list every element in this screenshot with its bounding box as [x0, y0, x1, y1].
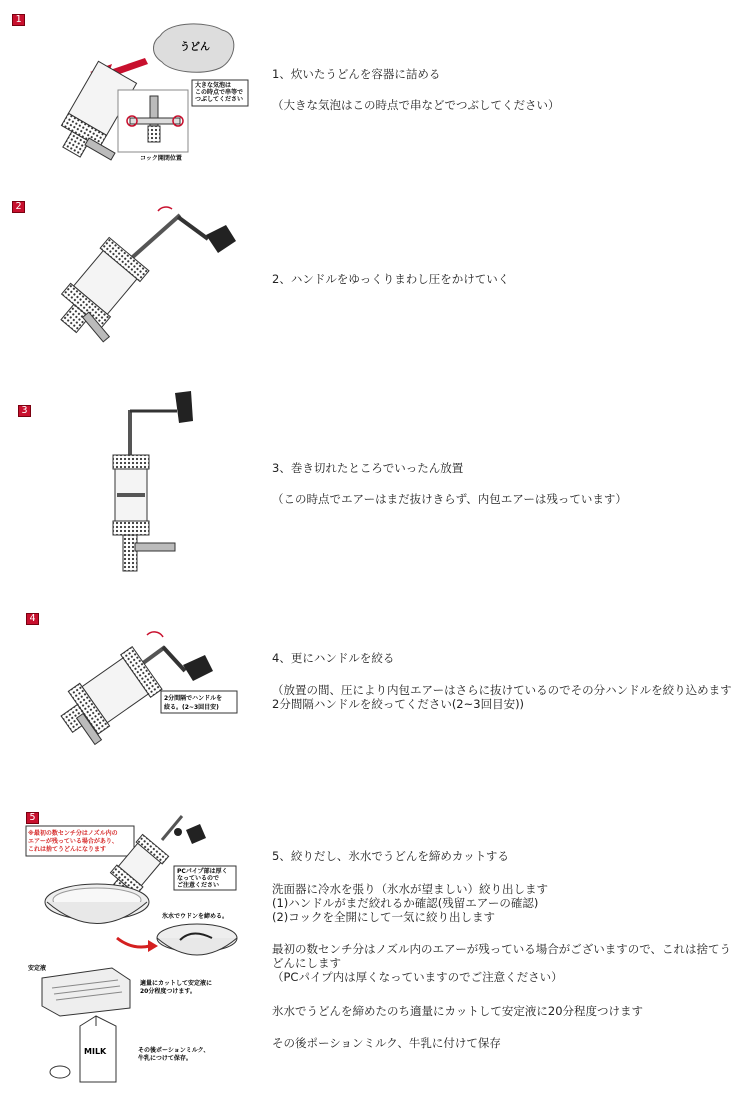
- step5-para-1: 洗面器に冷水を張り（氷水が望ましい）絞り出します (1)ハンドルがまだ絞れるか確認(残留エアーの確認) (2)コックを全開にして一気に絞り出します: [272, 882, 548, 924]
- flow-arrow: [117, 938, 150, 947]
- step4-illustration: [35, 625, 255, 765]
- ice-water-label: 氷水でウドンを締める。: [162, 913, 229, 920]
- step1-note: （大きな気泡はこの時点で串などでつぶしてください）: [272, 98, 560, 112]
- step3-title: 3、巻き切れたところでいったん放置: [272, 461, 464, 475]
- step5-para-4: その後ポーションミルク、牛乳に付けて保存: [272, 1036, 501, 1050]
- step4-note: （放置の間、圧により内包エアーはさらに抜けているのでその分ハンドルを絞り込めます 2分間隔ハンドルを絞ってください(2~3回目安)): [272, 683, 732, 711]
- step5-para-3: 氷水でうどんを締めたのち適量にカットして安定液に20分程度つけます: [272, 1004, 644, 1018]
- step4-title: 4、更にハンドルを絞る: [272, 651, 395, 665]
- stabilizer-tray: [42, 968, 130, 1016]
- handle-knob: [175, 391, 193, 423]
- stabilizer-label: 安定液: [28, 965, 47, 972]
- step-number-badge: 4: [26, 613, 39, 625]
- handle-knob: [183, 655, 213, 681]
- container-top: [113, 455, 149, 469]
- step2-title: 2、ハンドルをゆっくりまわし圧をかけていく: [272, 272, 510, 286]
- milk-label: MILK: [84, 1047, 107, 1056]
- interval-note: 2分間隔でハンドルを絞る。(2~3回目安): [164, 695, 223, 711]
- cock-caption: コック開閉位置: [140, 155, 182, 162]
- step3-illustration: [95, 385, 205, 580]
- step-number-badge: 3: [18, 405, 31, 417]
- portion-milk: [50, 1066, 70, 1078]
- step5-illustration: [22, 810, 262, 1090]
- step3-note: （この時点でエアーはまだ抜けきらず、内包エアーは残っています）: [272, 492, 627, 506]
- milk-note: その後ポーションミルク、牛乳につけて保存。: [138, 1047, 210, 1062]
- step5-title: 5、絞りだし、氷水でうどんを締めカットする: [272, 849, 509, 863]
- step-number-badge: 1: [12, 14, 25, 26]
- screw-shaft: [126, 215, 180, 263]
- bubble-note: 大きな気泡はこの時点で串等でつぶしてください: [195, 82, 244, 103]
- cut-note: 適量にカットして安定液に 20分程度つけます。: [140, 980, 212, 995]
- red-note: ※最初の数センチ分はノズル内のエアーが残っている場合があり、これは捨てうどんになります: [28, 830, 118, 853]
- step-number-badge: 5: [26, 812, 39, 824]
- step1-title: 1、炊いたうどんを容器に詰める: [272, 67, 441, 81]
- pc-pipe-note: PCパイプ部は厚くなっているのでご注意ください: [177, 868, 228, 889]
- handle-knob: [186, 824, 206, 844]
- step-number-badge: 2: [12, 201, 25, 213]
- step2-illustration: [30, 205, 260, 365]
- udon-label: うどん: [180, 42, 210, 53]
- step1-illustration: [30, 20, 260, 180]
- handle-knob: [206, 225, 236, 253]
- step5-para-2: 最初の数センチ分はノズル内のエアーが残っている場合がございますので、これは捨てうどんにします （PCパイプ内は厚くなっていますのでご注意ください）: [272, 942, 731, 984]
